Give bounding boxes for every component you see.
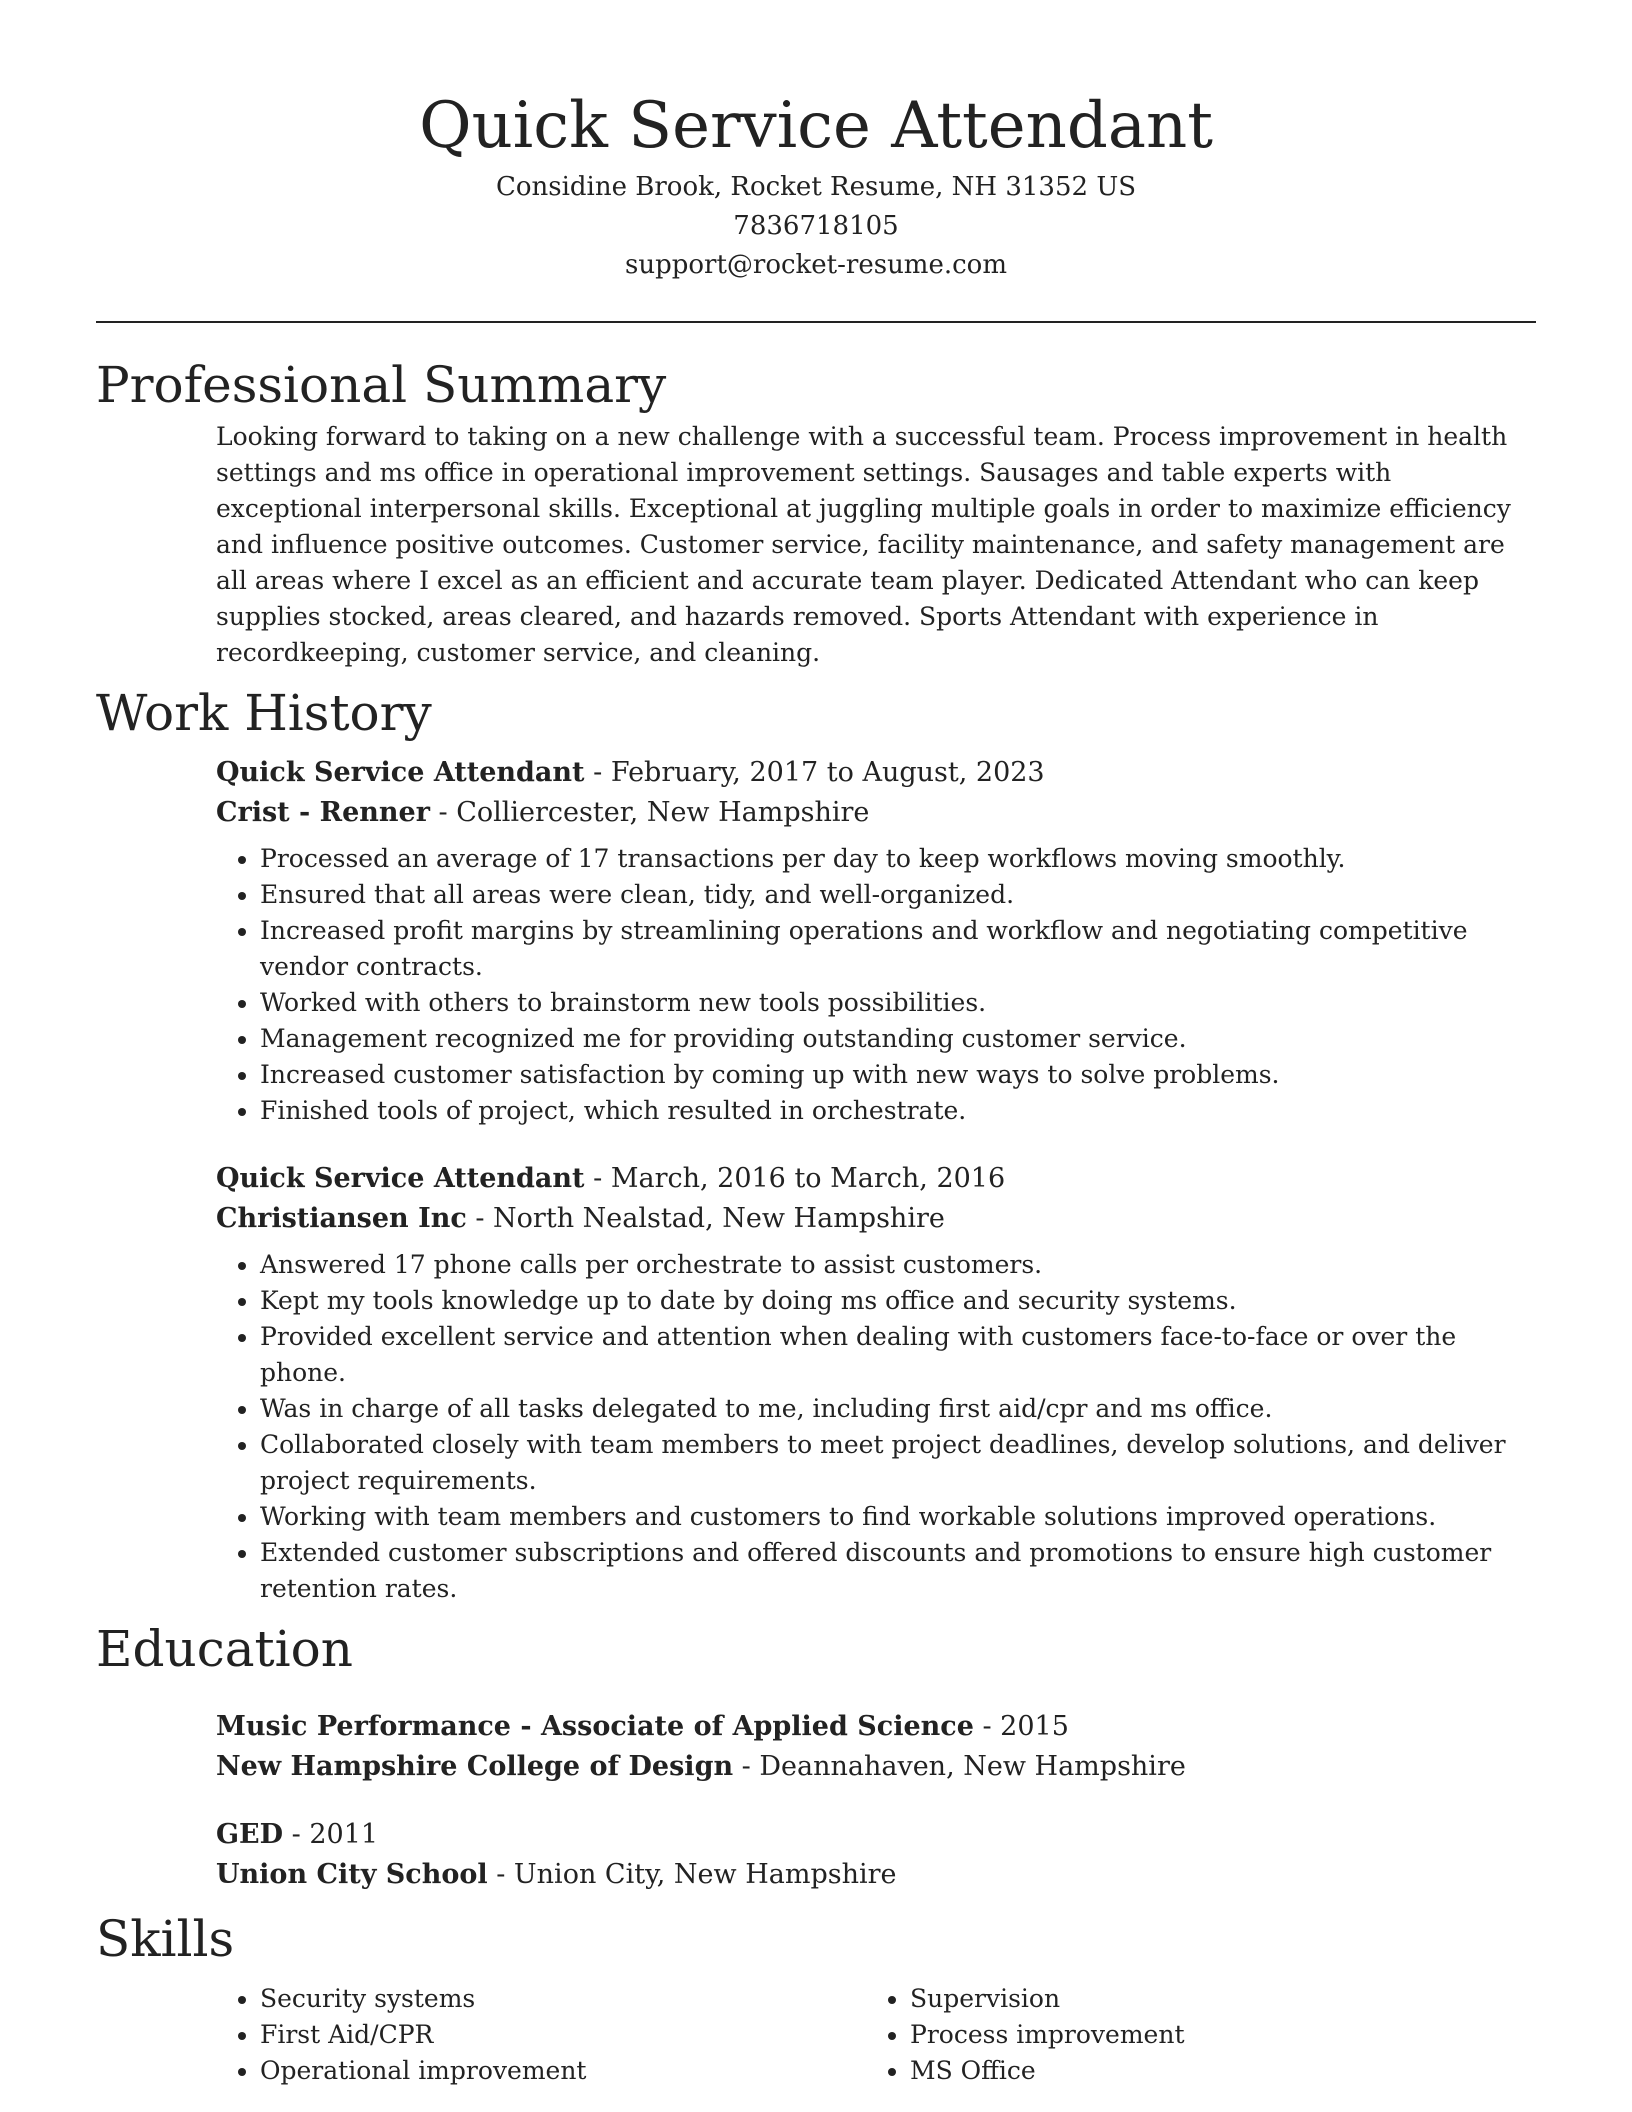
- skills-heading: Skills: [96, 1910, 235, 1968]
- school-location: - Union City, New Hampshire: [487, 1859, 897, 1890]
- skills-column-right: [866, 1981, 1516, 2089]
- job-role: Quick Service Attendant: [216, 757, 585, 788]
- summary-text: Looking forward to taking on a new challenge with a successful team. Process improvement in health settings and ms office in operational improvement settings. Sausages and table experts with exceptional interpersonal skills. Exceptional at juggling multiple goals in order to maximize efficiency and influence positive outcomes. Customer service, facility maintenance, and safety management are all areas where I excel as an efficient and accurate team player. Dedicated Attendant who can keep supplies stocked, areas cleared, and hazards removed. Sports Attendant with experience in recordkeeping, customer service, and cleaning.: [216, 422, 1511, 667]
- job-bullet: • Collaborated closely with team members to meet project deadlines, develop solutions, and deliver project requirements.: [260, 1427, 1536, 1499]
- job-company: Crist - Renner: [216, 797, 430, 828]
- job-role: Quick Service Attendant: [216, 1163, 585, 1194]
- job-bullet: • Processed an average of 17 transactions per day to keep workflows moving smoothly.: [260, 841, 1536, 877]
- skill-item: • Supervision: [910, 1981, 1516, 2017]
- job-bullet: • Working with team members and customers to find workable solutions improved operations.: [260, 1499, 1536, 1535]
- degree: Music Performance - Associate of Applied Science: [216, 1711, 974, 1742]
- skill-item: • Process improvement: [910, 2017, 1516, 2053]
- skill-item: • Security systems: [260, 1981, 866, 2017]
- job-bullet: • Increased customer satisfaction by coming up with new ways to solve problems.: [260, 1057, 1536, 1093]
- school-name: Union City School: [216, 1859, 488, 1890]
- job-entry: [216, 1159, 1536, 1607]
- work-history-section: [96, 681, 1536, 1607]
- job-bullet: • Extended customer subscriptions and offered discounts and promotions to ensure high customer retention rates.: [260, 1535, 1536, 1607]
- job-bullet: • Answered 17 phone calls per orchestrate to assist customers.: [260, 1247, 1536, 1283]
- job-bullet: • Kept my tools knowledge up to date by doing ms office and security systems.: [260, 1283, 1536, 1319]
- job-title-line: [216, 1159, 1536, 1199]
- work-history-heading: Work History: [96, 684, 432, 742]
- skill-item: • First Aid/CPR: [260, 2017, 866, 2053]
- job-bullets: [216, 1247, 1536, 1607]
- degree-year: - 2011: [283, 1819, 379, 1850]
- skills-column-left: [216, 1981, 866, 2089]
- contact-email: support@rocket-resume.com: [624, 250, 1007, 280]
- job-bullet: • Provided excellent service and attention when dealing with customers face-to-face or over the phone.: [260, 1319, 1536, 1391]
- education-section: [96, 1617, 1536, 1895]
- school-line: [216, 1747, 1536, 1787]
- job-bullet: • Finished tools of project, which resulted in orchestrate.: [260, 1093, 1536, 1129]
- resume-page: [96, 0, 1536, 2089]
- job-entry: [216, 753, 1536, 1129]
- job-company: Christiansen Inc: [216, 1203, 467, 1234]
- skill-item: • Operational improvement: [260, 2053, 866, 2089]
- job-bullet: • Increased profit margins by streamlining operations and workflow and negotiating competitive vendor contracts.: [260, 913, 1536, 985]
- summary-section: [96, 353, 1536, 671]
- job-company-line: [216, 793, 1536, 833]
- degree-line: [216, 1815, 1536, 1855]
- job-bullet: • Worked with others to brainstorm new tools possibilities.: [260, 985, 1536, 1021]
- skills-list: [216, 1981, 866, 2089]
- candidate-name: Quick Service Attendant: [419, 89, 1213, 163]
- job-dates: - March, 2016 to March, 2016: [584, 1163, 1006, 1194]
- degree-year: - 2015: [973, 1711, 1069, 1742]
- education-entry: [216, 1815, 1536, 1895]
- resume-header: [96, 0, 1536, 285]
- school-name: New Hampshire College of Design: [216, 1751, 734, 1782]
- education-entry: [216, 1707, 1536, 1787]
- job-dates: - February, 2017 to August, 2023: [584, 757, 1045, 788]
- skill-item: • MS Office: [910, 2053, 1516, 2089]
- skills-list: [866, 1981, 1516, 2089]
- job-bullet: • Was in charge of all tasks delegated to me, including first aid/cpr and ms office.: [260, 1391, 1536, 1427]
- education-heading: Education: [96, 1620, 353, 1678]
- summary-heading: Professional Summary: [96, 356, 667, 414]
- degree-line: [216, 1707, 1536, 1747]
- job-bullets: [216, 841, 1536, 1129]
- skills-grid: [216, 1981, 1536, 2089]
- degree: GED: [216, 1819, 284, 1850]
- job-location: - North Nealstad, New Hampshire: [466, 1203, 945, 1234]
- skills-section: [96, 1907, 1536, 2089]
- school-location: - Deannahaven, New Hampshire: [733, 1751, 1186, 1782]
- job-title-line: [216, 753, 1536, 793]
- contact-phone: 7836718105: [733, 211, 899, 241]
- school-line: [216, 1855, 1536, 1895]
- job-company-line: [216, 1199, 1536, 1239]
- job-bullet: • Ensured that all areas were clean, tidy, and well-organized.: [260, 877, 1536, 913]
- contact-address: Considine Brook, Rocket Resume, NH 31352 US: [495, 172, 1137, 202]
- job-location: - Colliercester, New Hampshire: [429, 797, 870, 828]
- header-divider: [96, 321, 1536, 323]
- job-bullet: • Management recognized me for providing outstanding customer service.: [260, 1021, 1536, 1057]
